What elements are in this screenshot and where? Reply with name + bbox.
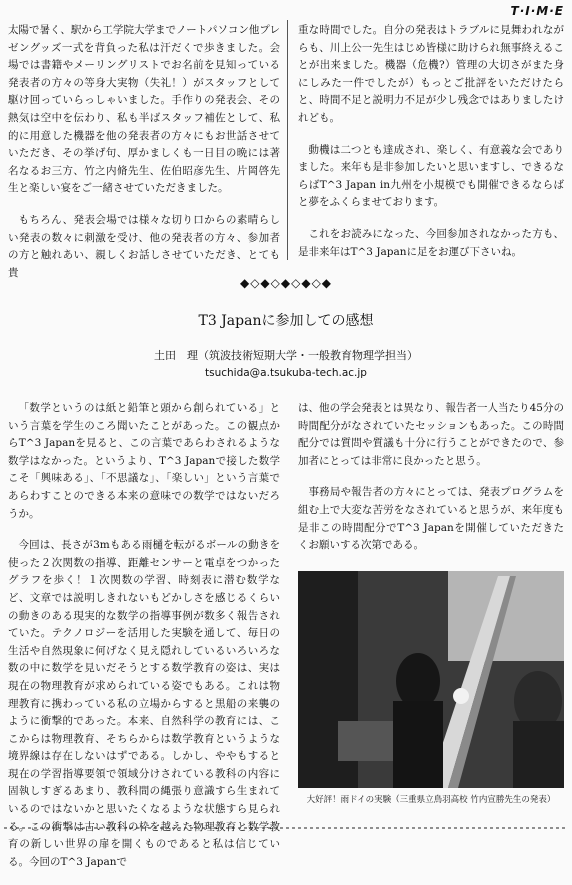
paragraph: 重な時間でした。自分の発表はトラブルに見舞われながらも、川上公一先生はじめ皆様に助けられ無事終えることが出来ました。機器（危機?）管理の大切さがまた身にしみた一件でしたが）もっとご批評をいただけたらと、時間不足と説明力不足が少し残念ではありましたけれども。 bbox=[298, 24, 564, 124]
paragraph: は、他の学会発表とは異なり、報告者一人当たり45分の時間配分がなされていたセッションもあった。この時間配分では質問や質議も十分に行うことができたので、参加者にとっては非常に良かったと思う。 bbox=[298, 402, 564, 467]
bottom-left-column bbox=[8, 400, 280, 885]
paragraph: これをお読みになった、今回参加されなかった方も、是非来年はT^3 Japanに足をお運び下さいね。 bbox=[298, 227, 564, 258]
section-separator: ◆◇◆◇◆◇◆◇◆ bbox=[239, 276, 333, 290]
paragraph: 今回は、長さが3mもある雨樋を転がるボールの動きを使った２次関数の指導、距離センサーと電卓をつかったグラフを歩く！１次関数の学習、時刻表に潜む数学など、文章では説明しきれないもどかしさを感じるくらいの動きのある現実的な数学の指導事例が数多く報告されていた。テクノロジーを活用した実験を通して、毎日の生活や自然現象に何げなく見え隠れしているいろいろな数の中に数学を見いだそうとする数学教育の姿は、実は現在の物理教育が求められている姿でもある。これは物理教育に携わっている私の立場からすると黒船の来襲のように衝撃的であった。本来、自然科学の教育には、ここからは物理教育、そちらからは数学教育というような境界線は存在しないはずである。しかし、ややもすると現在の学習指導要領で領域分けされている教科の内容に固執しすぎるあまり、教科間の縄張り意識すら生まれているのではないかと思いたくなるような状態すら見られる。この衝撃は古い教科の枠を越えた物理教育と数学教育の新しい世界の扉を開くものであると私は信じている。今回のT^3 Japanで bbox=[8, 539, 280, 868]
paragraph: 「数学というのは紙と鉛筆と頭から創られている」という言葉を学生のころ聞いたことがあった。この観点からT^3 Japanを見ると、この言葉であらわされるような数学はなかった。というより、T^3 Japanで接した数学こそ「興味ある」、「不思議な」、「楽しい」という言葉であらわすことのできる本来の意味での数学ではないだろうか。 bbox=[8, 402, 280, 520]
paragraph: 動機は二つとも達成され、楽しく、有意義な会でありました。来年も是非参加したいと思いますし、できるならばT^3 Japan in九州を小規模でも開催できるならばと夢をふくらませております。 bbox=[298, 143, 564, 209]
paragraph: もちろん、発表会場では様々な切り口からの素晴らしい発表の数々に刺激を受け、他の発表者の方々、参加者の方と触れあい、親しくお話しさせていただき、とても貴 bbox=[8, 213, 280, 279]
article-title: T3 Japanに参加しての感想 bbox=[198, 313, 374, 329]
rain-gutter-experiment-image bbox=[298, 571, 564, 788]
top-right-column bbox=[298, 22, 564, 275]
author-email: tsuchida@a.tsukuba-tech.ac.jp bbox=[205, 367, 367, 379]
paragraph: 太陽で暑く、駅から工学院大学までノートパソコン他プレゼングッズ一式を背負った私は汗だくで歩きました。会場では書籍やメーリングリストでお名前を見知っている発表者の方々の等身大実物（失礼！）がスタッフとして駆け回っていらっしゃいました。手作りの発表会、その熱気は空中を伝わり、私も半ばスタッフ補佐として、私的に用意した機器を他の発表者の方々にもお世話させていただき、その挙げ句、厚かましくも一日目の晩には著名なるお三方、竹之内脩先生、佐伯昭彦先生、片岡啓先生と楽しい宴をご一緒させていただきました。 bbox=[8, 24, 280, 195]
magazine-header-tag: T·I·M·E bbox=[510, 4, 564, 18]
photo-caption: 大好評！雨ドイの実験（三重県立鳥羽高校 竹内宣勝先生の発表） bbox=[306, 795, 556, 805]
paragraph: 事務局や報告者の方々にとっては、発表プログラムを組む上で大変な苦労をなされていると思うが、来年度も是非この時間配分でT^3 Japanを開催していただきたくお願いする次第である。 bbox=[298, 486, 564, 552]
bottom-right-column bbox=[298, 400, 564, 569]
top-left-column bbox=[8, 22, 280, 296]
article-author: 土田 理（筑波技術短期大学・一般教育物理学担当） bbox=[154, 349, 418, 362]
bottom-decorative-border bbox=[0, 822, 572, 834]
column-divider bbox=[287, 20, 288, 260]
experiment-photo bbox=[298, 571, 564, 788]
